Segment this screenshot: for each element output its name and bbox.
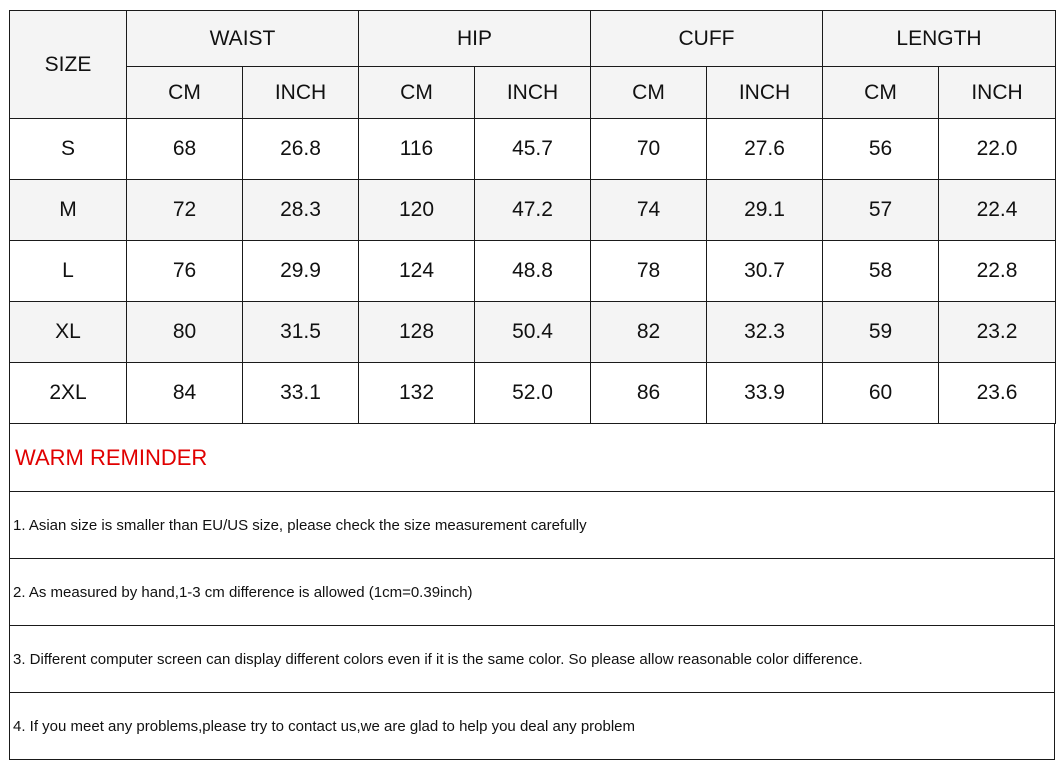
unit-header: INCH — [939, 67, 1056, 119]
measurement-cell: 29.9 — [243, 241, 359, 302]
table-row — [10, 119, 1056, 180]
size-header: SIZE — [10, 11, 127, 119]
unit-header: CM — [591, 67, 707, 119]
group-header-cuff: CUFF — [591, 11, 823, 67]
measurement-cell: 58 — [823, 241, 939, 302]
measurement-cell: 59 — [823, 302, 939, 363]
reminder-item: 3. Different computer screen can display different colors even if it is the same color. So please allow reasonable color difference. — [10, 626, 1054, 693]
unit-header: CM — [823, 67, 939, 119]
measurement-cell: 116 — [359, 119, 475, 180]
measurement-cell: 128 — [359, 302, 475, 363]
measurement-cell: 31.5 — [243, 302, 359, 363]
measurement-cell: 22.8 — [939, 241, 1056, 302]
measurement-cell: 60 — [823, 363, 939, 424]
measurement-cell: 23.6 — [939, 363, 1056, 424]
size-chart — [9, 10, 1055, 760]
measurement-cell: 72 — [127, 180, 243, 241]
measurement-cell: 50.4 — [475, 302, 591, 363]
measurement-cell: 26.8 — [243, 119, 359, 180]
unit-header: CM — [127, 67, 243, 119]
table-row — [10, 363, 1056, 424]
measurement-cell: 132 — [359, 363, 475, 424]
measurement-cell: 76 — [127, 241, 243, 302]
size-cell: M — [10, 180, 127, 241]
unit-header: INCH — [243, 67, 359, 119]
measurement-cell: 23.2 — [939, 302, 1056, 363]
measurement-cell: 22.0 — [939, 119, 1056, 180]
reminder-item: 1. Asian size is smaller than EU/US size, please check the size measurement carefully — [10, 492, 1054, 559]
measurement-cell: 48.8 — [475, 241, 591, 302]
measurement-cell: 86 — [591, 363, 707, 424]
measurement-cell: 22.4 — [939, 180, 1056, 241]
measurement-cell: 30.7 — [707, 241, 823, 302]
size-cell: L — [10, 241, 127, 302]
reminder-item: 4. If you meet any problems,please try to contact us,we are glad to help you deal any problem — [10, 693, 1054, 760]
table-row — [10, 302, 1056, 363]
reminder-title: WARM REMINDER — [10, 424, 1054, 492]
unit-header: CM — [359, 67, 475, 119]
measurement-cell: 124 — [359, 241, 475, 302]
measurement-cell: 80 — [127, 302, 243, 363]
measurement-cell: 52.0 — [475, 363, 591, 424]
measurement-cell: 33.1 — [243, 363, 359, 424]
table-row — [10, 241, 1056, 302]
measurement-cell: 68 — [127, 119, 243, 180]
measurement-cell: 47.2 — [475, 180, 591, 241]
size-cell: 2XL — [10, 363, 127, 424]
warm-reminder-section — [9, 424, 1055, 760]
unit-header: INCH — [475, 67, 591, 119]
size-cell: S — [10, 119, 127, 180]
header-row-units — [10, 67, 1056, 119]
measurement-cell: 29.1 — [707, 180, 823, 241]
measurement-cell: 27.6 — [707, 119, 823, 180]
measurement-cell: 82 — [591, 302, 707, 363]
unit-header: INCH — [707, 67, 823, 119]
measurement-cell: 70 — [591, 119, 707, 180]
reminder-item: 2. As measured by hand,1-3 cm difference is allowed (1cm=0.39inch) — [10, 559, 1054, 626]
measurement-cell: 45.7 — [475, 119, 591, 180]
measurement-cell: 120 — [359, 180, 475, 241]
size-cell: XL — [10, 302, 127, 363]
header-row-groups — [10, 11, 1056, 67]
measurement-cell: 74 — [591, 180, 707, 241]
group-header-hip: HIP — [359, 11, 591, 67]
size-table — [9, 10, 1056, 424]
measurement-cell: 57 — [823, 180, 939, 241]
measurement-cell: 78 — [591, 241, 707, 302]
measurement-cell: 28.3 — [243, 180, 359, 241]
measurement-cell: 84 — [127, 363, 243, 424]
group-header-waist: WAIST — [127, 11, 359, 67]
measurement-cell: 33.9 — [707, 363, 823, 424]
group-header-length: LENGTH — [823, 11, 1056, 67]
table-row — [10, 180, 1056, 241]
measurement-cell: 56 — [823, 119, 939, 180]
measurement-cell: 32.3 — [707, 302, 823, 363]
